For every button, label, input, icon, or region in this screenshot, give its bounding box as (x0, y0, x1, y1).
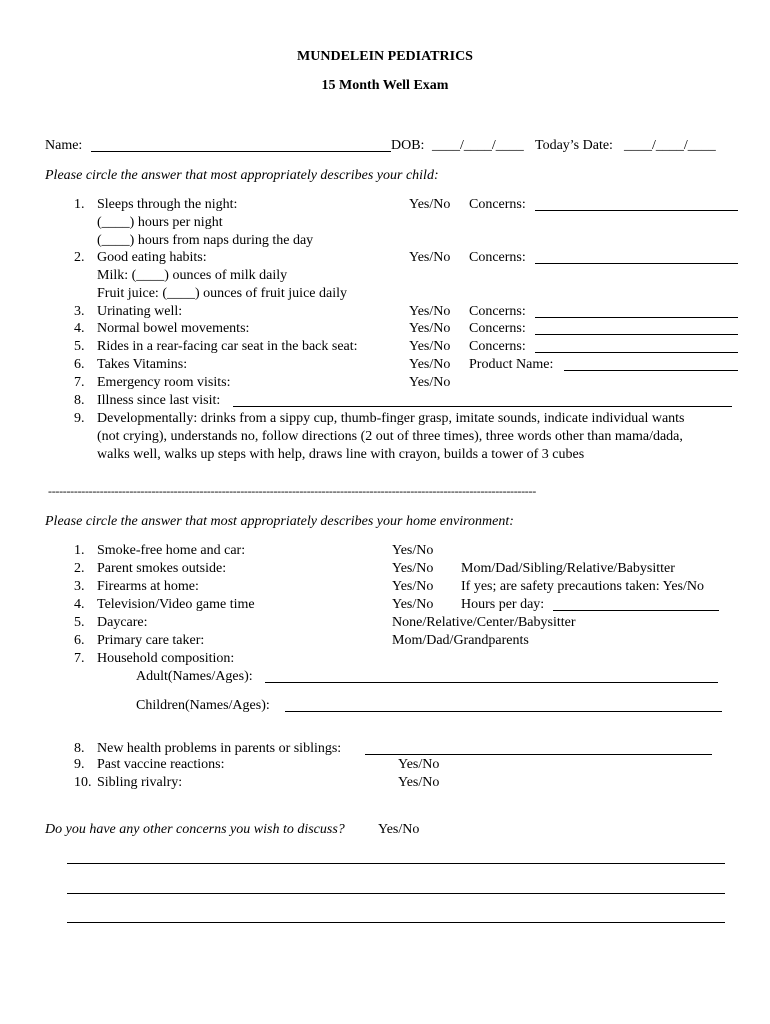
home-item-text: Television/Video game time (97, 597, 255, 612)
date-month-blank: ____/ (624, 138, 656, 153)
exam-title: 15 Month Well Exam (321, 78, 449, 93)
home-item-text: Past vaccine reactions: (97, 757, 225, 772)
date-year-blank: ____ (687, 138, 716, 153)
child-item-text: Takes Vitamins: (97, 357, 188, 372)
dev-line-2: (not crying), understands no, follow directions (2 out of three times), three words other than mama/dada, (97, 429, 683, 444)
todays-date-field[interactable] (624, 137, 716, 154)
home-item-text: Primary care taker: (97, 633, 205, 648)
concerns-label: Concerns: (469, 197, 526, 212)
closing-question: Do you have any other concerns you wish to discuss? (45, 822, 345, 837)
dob-year-blank: ____ (495, 138, 524, 153)
practice-name: MUNDELEIN PEDIATRICS (297, 49, 473, 64)
home-item-text: Firearms at home: (97, 579, 199, 594)
dev-line-3: walks well, walks up steps with help, draws line with crayon, builds a tower of 3 cubes (97, 447, 585, 462)
child-item-text: Normal bowel movements: (97, 321, 250, 336)
home-item-num: 2. (74, 561, 85, 576)
child-item-text: Urinating well: (97, 304, 183, 319)
caretaker-options[interactable]: Mom/Dad/Grandparents (392, 633, 529, 648)
home-item-answer[interactable]: Yes/No (398, 775, 440, 790)
home-item-answer[interactable]: Yes/No (392, 543, 434, 558)
hours-per-day-field[interactable] (553, 610, 719, 611)
smoker-options[interactable]: Mom/Dad/Sibling/Relative/Babysitter (461, 561, 675, 576)
discussion-line[interactable] (67, 922, 725, 923)
home-item-text: New health problems in parents or siblings: (97, 741, 342, 756)
child-item-num: 1. (74, 197, 85, 212)
child-instruction: Please circle the answer that most appropriately describes your child: (45, 168, 439, 183)
child-item-num: 8. (74, 393, 85, 408)
home-item-num: 4. (74, 597, 85, 612)
child-item-text: Emergency room visits: (97, 375, 231, 390)
discussion-line[interactable] (67, 893, 725, 894)
home-item-num: 7. (74, 651, 85, 666)
home-item-num: 6. (74, 633, 85, 648)
home-item-num: 9. (74, 757, 85, 772)
child-item-text: Illness since last visit: (97, 393, 221, 408)
concerns-label: Concerns: (469, 250, 526, 265)
child-item-answer[interactable]: Yes/No (409, 321, 451, 336)
home-instruction: Please circle the answer that most appropriately describes your home environment: (45, 514, 514, 529)
concerns-label: Concerns: (469, 339, 526, 354)
hours-per-night: (____) hours per night (97, 215, 223, 230)
closing-answer[interactable]: Yes/No (378, 822, 420, 837)
home-item-answer[interactable]: Yes/No (398, 757, 440, 772)
home-item-text: Daycare: (97, 615, 148, 630)
juice-ounces: Fruit juice: (____) ounces of fruit juice daily (97, 286, 347, 301)
product-name-label: Product Name: (469, 357, 554, 372)
home-item-answer[interactable]: Yes/No (392, 597, 434, 612)
home-item-text: Smoke-free home and car: (97, 543, 246, 558)
home-item-num: 3. (74, 579, 85, 594)
dob-month-blank: ____/ (432, 138, 464, 153)
illness-field[interactable] (233, 406, 732, 407)
home-item-num: 10. (74, 775, 92, 790)
concerns-label: Concerns: (469, 304, 526, 319)
child-item-num: 6. (74, 357, 85, 372)
child-item-text: Sleeps through the night: (97, 197, 238, 212)
section-separator: ------------------------------------------------------------------------------------------------------------------------------------ (48, 484, 536, 498)
home-item-answer[interactable]: Yes/No (392, 561, 434, 576)
home-item-answer[interactable]: Yes/No (392, 579, 434, 594)
children-field[interactable] (285, 711, 722, 712)
child-item-answer[interactable]: Yes/No (409, 250, 451, 265)
child-item-num: 5. (74, 339, 85, 354)
child-item-num: 4. (74, 321, 85, 336)
home-item-text: Household composition: (97, 651, 235, 666)
health-problems-field[interactable] (365, 754, 712, 755)
home-item-text: Parent smokes outside: (97, 561, 227, 576)
name-label: Name: (45, 138, 83, 153)
milk-ounces: Milk: (____) ounces of milk daily (97, 268, 288, 283)
concerns-label: Concerns: (469, 321, 526, 336)
child-item-answer[interactable]: Yes/No (409, 197, 451, 212)
concerns-field[interactable] (535, 317, 738, 318)
safety-precautions[interactable]: If yes; are safety precautions taken: Yes/No (461, 579, 704, 594)
hours-naps: (____) hours from naps during the day (97, 233, 314, 248)
concerns-field[interactable] (535, 334, 738, 335)
name-field[interactable] (91, 151, 391, 152)
date-day-blank: ____/ (655, 138, 688, 153)
child-item-text: Developmentally: drinks from a sippy cup, thumb-finger grasp, imitate sounds, indicate individual wants (97, 411, 685, 426)
adults-field[interactable] (265, 682, 718, 683)
child-item-num: 3. (74, 304, 85, 319)
discussion-line[interactable] (67, 863, 725, 864)
concerns-field[interactable] (535, 263, 738, 264)
child-item-answer[interactable]: Yes/No (409, 357, 451, 372)
home-item-num: 5. (74, 615, 85, 630)
home-item-text: Sibling rivalry: (97, 775, 183, 790)
product-name-field[interactable] (564, 370, 738, 371)
child-item-num: 9. (74, 411, 85, 426)
daycare-options[interactable]: None/Relative/Center/Babysitter (392, 615, 576, 630)
hours-per-day-label: Hours per day: (461, 597, 545, 612)
concerns-field[interactable] (535, 352, 738, 353)
child-item-answer[interactable]: Yes/No (409, 304, 451, 319)
dob-label: DOB: (391, 138, 425, 153)
home-item-num: 1. (74, 543, 85, 558)
child-item-text: Rides in a rear-facing car seat in the back seat: (97, 339, 358, 354)
children-label: Children(Names/Ages): (136, 698, 270, 713)
concerns-field[interactable] (535, 210, 738, 211)
home-item-num: 8. (74, 741, 85, 756)
child-item-text: Good eating habits: (97, 250, 207, 265)
child-item-num: 2. (74, 250, 85, 265)
todays-date-label: Today’s Date: (535, 138, 613, 153)
child-item-num: 7. (74, 375, 85, 390)
dob-day-blank: ____/ (463, 138, 496, 153)
child-item-answer[interactable]: Yes/No (409, 375, 451, 390)
child-item-answer[interactable]: Yes/No (409, 339, 451, 354)
adults-label: Adult(Names/Ages): (136, 669, 253, 684)
dob-field[interactable] (432, 137, 524, 154)
